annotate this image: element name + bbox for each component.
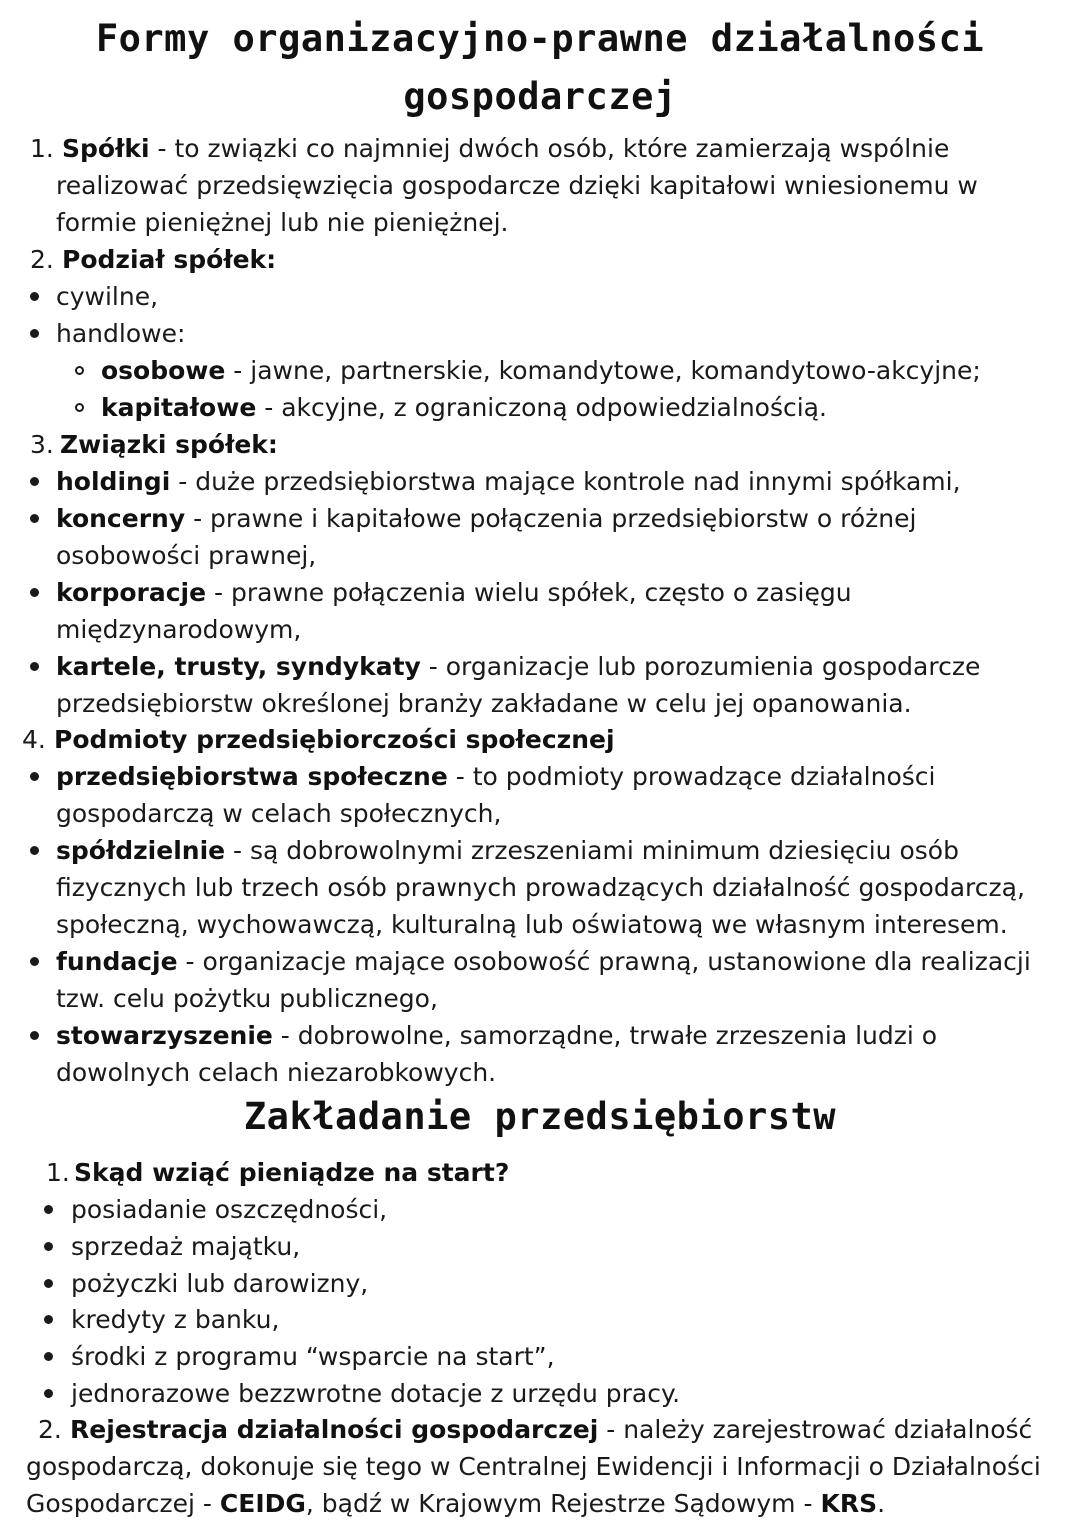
sub-item-text: - jawne, partnerskie, komandytowe, komandytowo-akcyjne; [225,356,981,385]
item-text: - organizacje lub porozumienia gospodarcze [420,652,981,681]
section-2-heading [62,243,276,277]
section-1-line-2: realizować przedsięwzięcia gospodarcze dzięki kapitałowi wniesionemu w [56,171,978,200]
bullet-icon [30,1031,39,1040]
z1-heading-text: Skąd wziąć pieniądze na start? [74,1158,510,1187]
item-term: spółdzielnie [56,836,226,865]
list-item: jednorazowe bezzwrotne dotacje z urzędu pracy. [71,1379,681,1408]
bullet-icon [30,846,39,855]
list-item [56,1019,937,1053]
bullet-icon [44,1352,53,1361]
bullet-icon [44,1389,53,1398]
sub-list-item [101,354,981,388]
bullet-icon [30,772,39,781]
bullet-icon [30,588,39,597]
item-text: - prawne połączenia wielu spółek, często o zasięgu [206,578,852,607]
section-4-number: 4. [22,725,46,754]
list-item: kredyty z banku, [71,1305,280,1334]
sub-item-text: - akcyjne, z ograniczoną odpowiedzialnością. [256,393,827,422]
item-text: - prawne i kapitałowe połączenia przedsiębiorstw o różnej [185,504,917,533]
list-item-continuation: międzynarodowym, [56,615,302,644]
z2-text: Gospodarczej - [26,1489,220,1518]
z1-heading [74,1156,509,1190]
list-item [56,760,935,794]
list-item: środki z programu “wsparcie na start”, [71,1342,555,1371]
section-3-heading-text: Związki spółek: [60,430,278,459]
sub-item-term: kapitałowe [101,393,257,422]
z2-line-3 [26,1487,885,1521]
section-1-number: 1. [30,134,54,163]
bullet-icon [30,662,39,671]
bullet-icon [44,1315,53,1324]
bullet-icon [30,292,39,301]
section-title: Zakładanie przedsiębiorstw [243,1095,837,1138]
list-item: cywilne, [56,282,159,311]
list-item: handlowe: [56,319,186,348]
z2-line-1 [70,1413,1032,1447]
item-text: - są dobrowolnymi zrzeszeniami minimum dziesięciu osób [225,836,959,865]
section-1-text: - to związki co najmniej dwóch osób, które zamierzają wspólnie [149,134,950,163]
page-title-line-2: gospodarczej [403,75,677,118]
bullet-icon [30,957,39,966]
bullet-icon [30,514,39,523]
section-2-heading-text: Podział spółek: [62,245,277,274]
krs-abbr: KRS [820,1489,878,1518]
list-item-continuation: przedsiębiorstw określonej branży zakładane w celu jej opanowania. [56,689,912,718]
list-item-continuation: tzw. celu pożytku publicznego, [56,984,438,1013]
list-item-continuation: społeczną, wychowawczą, kulturalną lub oświatową we własnym interesem. [56,910,1008,939]
z2-text: - należy zarejestrować działalność [598,1415,1033,1444]
section-2-number: 2. [30,245,54,274]
list-item-continuation: fizycznych lub trzech osób prawnych prowadzących działalność gospodarczą, [56,873,1025,902]
list-item [56,465,961,499]
item-term: przedsiębiorstwa społeczne [56,762,448,791]
section-1-term: Spółki [62,134,150,163]
item-term: holdingi [56,467,171,496]
list-item [56,576,852,610]
z1-number: 1. [46,1158,70,1187]
bullet-icon [44,1279,53,1288]
bullet-icon [30,477,39,486]
item-text: - dobrowolne, samorządne, trwałe zrzeszenia ludzi o [272,1021,938,1050]
bullet-icon [44,1242,53,1251]
z2-line-2: gospodarczą, dokonuje się tego w Centralnej Ewidencji i Informacji o Działalności [26,1452,1041,1481]
item-term: kartele, trusty, syndykaty [56,652,421,681]
list-item [56,650,980,684]
item-text: - to podmioty prowadzące działalności [447,762,936,791]
section-4-heading-text: Podmioty przedsiębiorczości społecznej [54,725,615,754]
bullet-icon [30,329,39,338]
item-text: - organizacje mające osobowość prawną, ustanowione dla realizacji [177,947,1031,976]
item-term: stowarzyszenie [56,1021,273,1050]
list-item-continuation: osobowości prawnej, [56,541,317,570]
ceidg-abbr: CEIDG [219,1489,306,1518]
item-term: koncerny [56,504,186,533]
list-item-continuation: dowolnych celach niezarobkowych. [56,1058,497,1087]
z2-heading-text: Rejestracja działalności gospodarczej [70,1415,599,1444]
item-term: fundacje [56,947,178,976]
z2-number: 2. [38,1415,62,1444]
list-item: pożyczki lub darowizny, [71,1269,369,1298]
section-1-line-3: formie pieniężnej lub nie pieniężnej. [56,208,509,237]
z2-text: . [877,1489,886,1518]
section-1-line-1 [62,132,949,166]
list-item [56,834,959,868]
item-term: korporacje [56,578,207,607]
list-item: sprzedaż majątku, [71,1232,301,1261]
z2-text: , bądź w Krajowym Rejestrze Sądowym - [305,1489,821,1518]
page-title-line-1: Formy organizacyjno-prawne działalności [95,17,985,60]
sub-bullet-icon [75,403,84,412]
item-text: - duże przedsiębiorstwa mające kontrole nad innymi spółkami, [170,467,961,496]
list-item [56,502,916,536]
bullet-icon [44,1205,53,1214]
section-4-heading [54,723,615,757]
sub-list-item [101,391,827,425]
list-item: posiadanie oszczędności, [71,1195,388,1224]
section-3-number: 3. [30,430,54,459]
list-item-continuation: gospodarczą w celach społecznych, [56,799,502,828]
sub-item-term: osobowe [101,356,226,385]
section-3-heading [60,428,278,462]
list-item [56,945,1031,979]
sub-bullet-icon [75,366,84,375]
